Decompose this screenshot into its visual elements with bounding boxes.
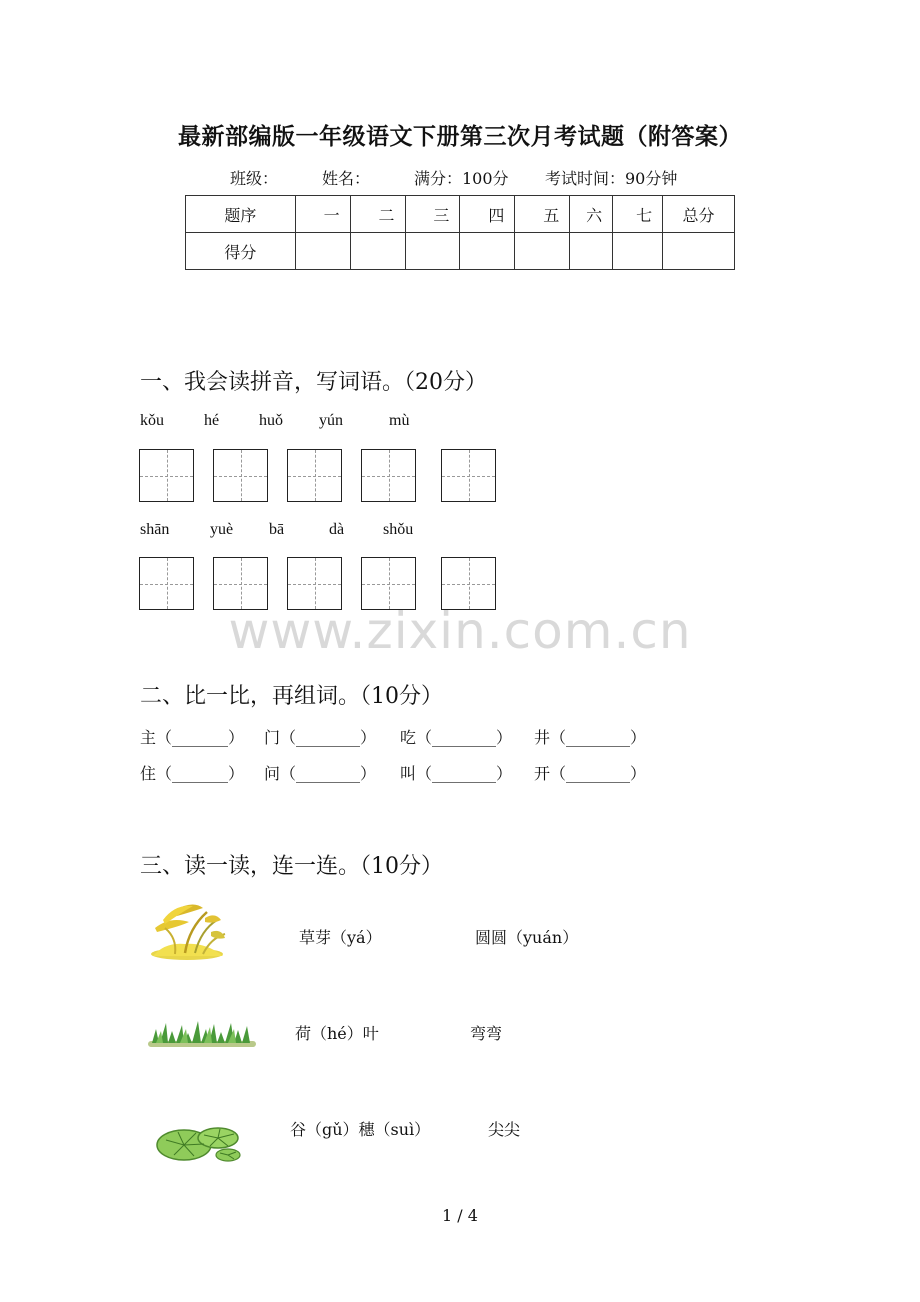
lotus-leaf-image xyxy=(154,1122,244,1167)
pinyin-label: huǒ xyxy=(259,412,283,429)
score-header-cell: 四 xyxy=(460,196,515,233)
pinyin-label: shǒu xyxy=(383,521,414,538)
match-right-item[interactable]: 弯弯 xyxy=(470,1024,503,1043)
grain-ear-image xyxy=(145,898,230,963)
writing-grid-box[interactable] xyxy=(361,449,416,502)
score-row-label: 得分 xyxy=(186,233,296,270)
match-left-item[interactable]: 荷（hé）叶 xyxy=(295,1024,379,1043)
page-title: 最新部编版一年级语文下册第三次月考试题（附答案） xyxy=(178,123,742,150)
score-cell[interactable] xyxy=(515,233,570,270)
compare-item[interactable]: 井（________） xyxy=(534,728,647,747)
page-number: 1 / 4 xyxy=(442,1206,478,1225)
section2-heading: 二、比一比，再组词。（10分） xyxy=(140,684,443,709)
compare-item[interactable]: 住（_______） xyxy=(140,764,245,783)
pinyin-label: shān xyxy=(140,521,170,538)
name-label: 姓名： xyxy=(322,169,371,188)
score-header-cell: 二 xyxy=(350,196,405,233)
score-header-cell: 一 xyxy=(295,196,350,233)
writing-grid-box[interactable] xyxy=(287,449,342,502)
score-header-cell: 六 xyxy=(570,196,613,233)
match-left-item[interactable]: 谷（gǔ）穗（suì） xyxy=(290,1120,431,1139)
pinyin-label: kǒu xyxy=(140,412,164,429)
writing-grid-box[interactable] xyxy=(213,449,268,502)
score-table-header-row xyxy=(186,196,735,233)
compare-item[interactable]: 叫（________） xyxy=(400,764,513,783)
class-label: 班级： xyxy=(230,169,279,188)
score-header-cell: 总分 xyxy=(663,196,735,233)
watermark: www.zixin.com.cn xyxy=(228,602,692,660)
score-header-cell: 三 xyxy=(405,196,460,233)
pinyin-label: dà xyxy=(329,521,345,538)
score-cell[interactable] xyxy=(663,233,735,270)
writing-grid-box[interactable] xyxy=(441,449,496,502)
compare-item[interactable]: 问（________） xyxy=(264,764,377,783)
score-cell[interactable] xyxy=(570,233,613,270)
compare-item[interactable]: 开（________） xyxy=(534,764,647,783)
compare-item[interactable]: 门（________） xyxy=(264,728,377,747)
pinyin-label: mù xyxy=(389,412,410,429)
score-header-cell: 题序 xyxy=(186,196,296,233)
section1-heading: 一、我会读拼音，写词语。（20分） xyxy=(140,370,487,395)
exam-time: 考试时间：90分钟 xyxy=(545,169,678,188)
score-table xyxy=(185,195,735,270)
match-left-item[interactable]: 草芽（yá） xyxy=(299,928,382,947)
match-right-item[interactable]: 圆圆（yuán） xyxy=(475,928,579,947)
score-header-cell: 七 xyxy=(613,196,663,233)
score-cell[interactable] xyxy=(405,233,460,270)
writing-grid-box[interactable] xyxy=(139,449,194,502)
pinyin-label: bā xyxy=(269,521,285,538)
pinyin-label: yuè xyxy=(210,521,234,538)
score-cell[interactable] xyxy=(295,233,350,270)
grass-sprout-image xyxy=(146,1015,258,1050)
pinyin-label: hé xyxy=(204,412,220,429)
compare-item[interactable]: 主（_______） xyxy=(140,728,245,747)
score-table-score-row xyxy=(186,233,735,270)
pinyin-label: yún xyxy=(319,412,343,429)
score-header-cell: 五 xyxy=(515,196,570,233)
score-cell[interactable] xyxy=(460,233,515,270)
match-right-item[interactable]: 尖尖 xyxy=(488,1120,521,1139)
full-score: 满分：100分 xyxy=(414,169,509,188)
score-cell[interactable] xyxy=(613,233,663,270)
score-cell[interactable] xyxy=(350,233,405,270)
section3-heading: 三、读一读，连一连。（10分） xyxy=(140,854,443,879)
compare-item[interactable]: 吃（________） xyxy=(400,728,513,747)
